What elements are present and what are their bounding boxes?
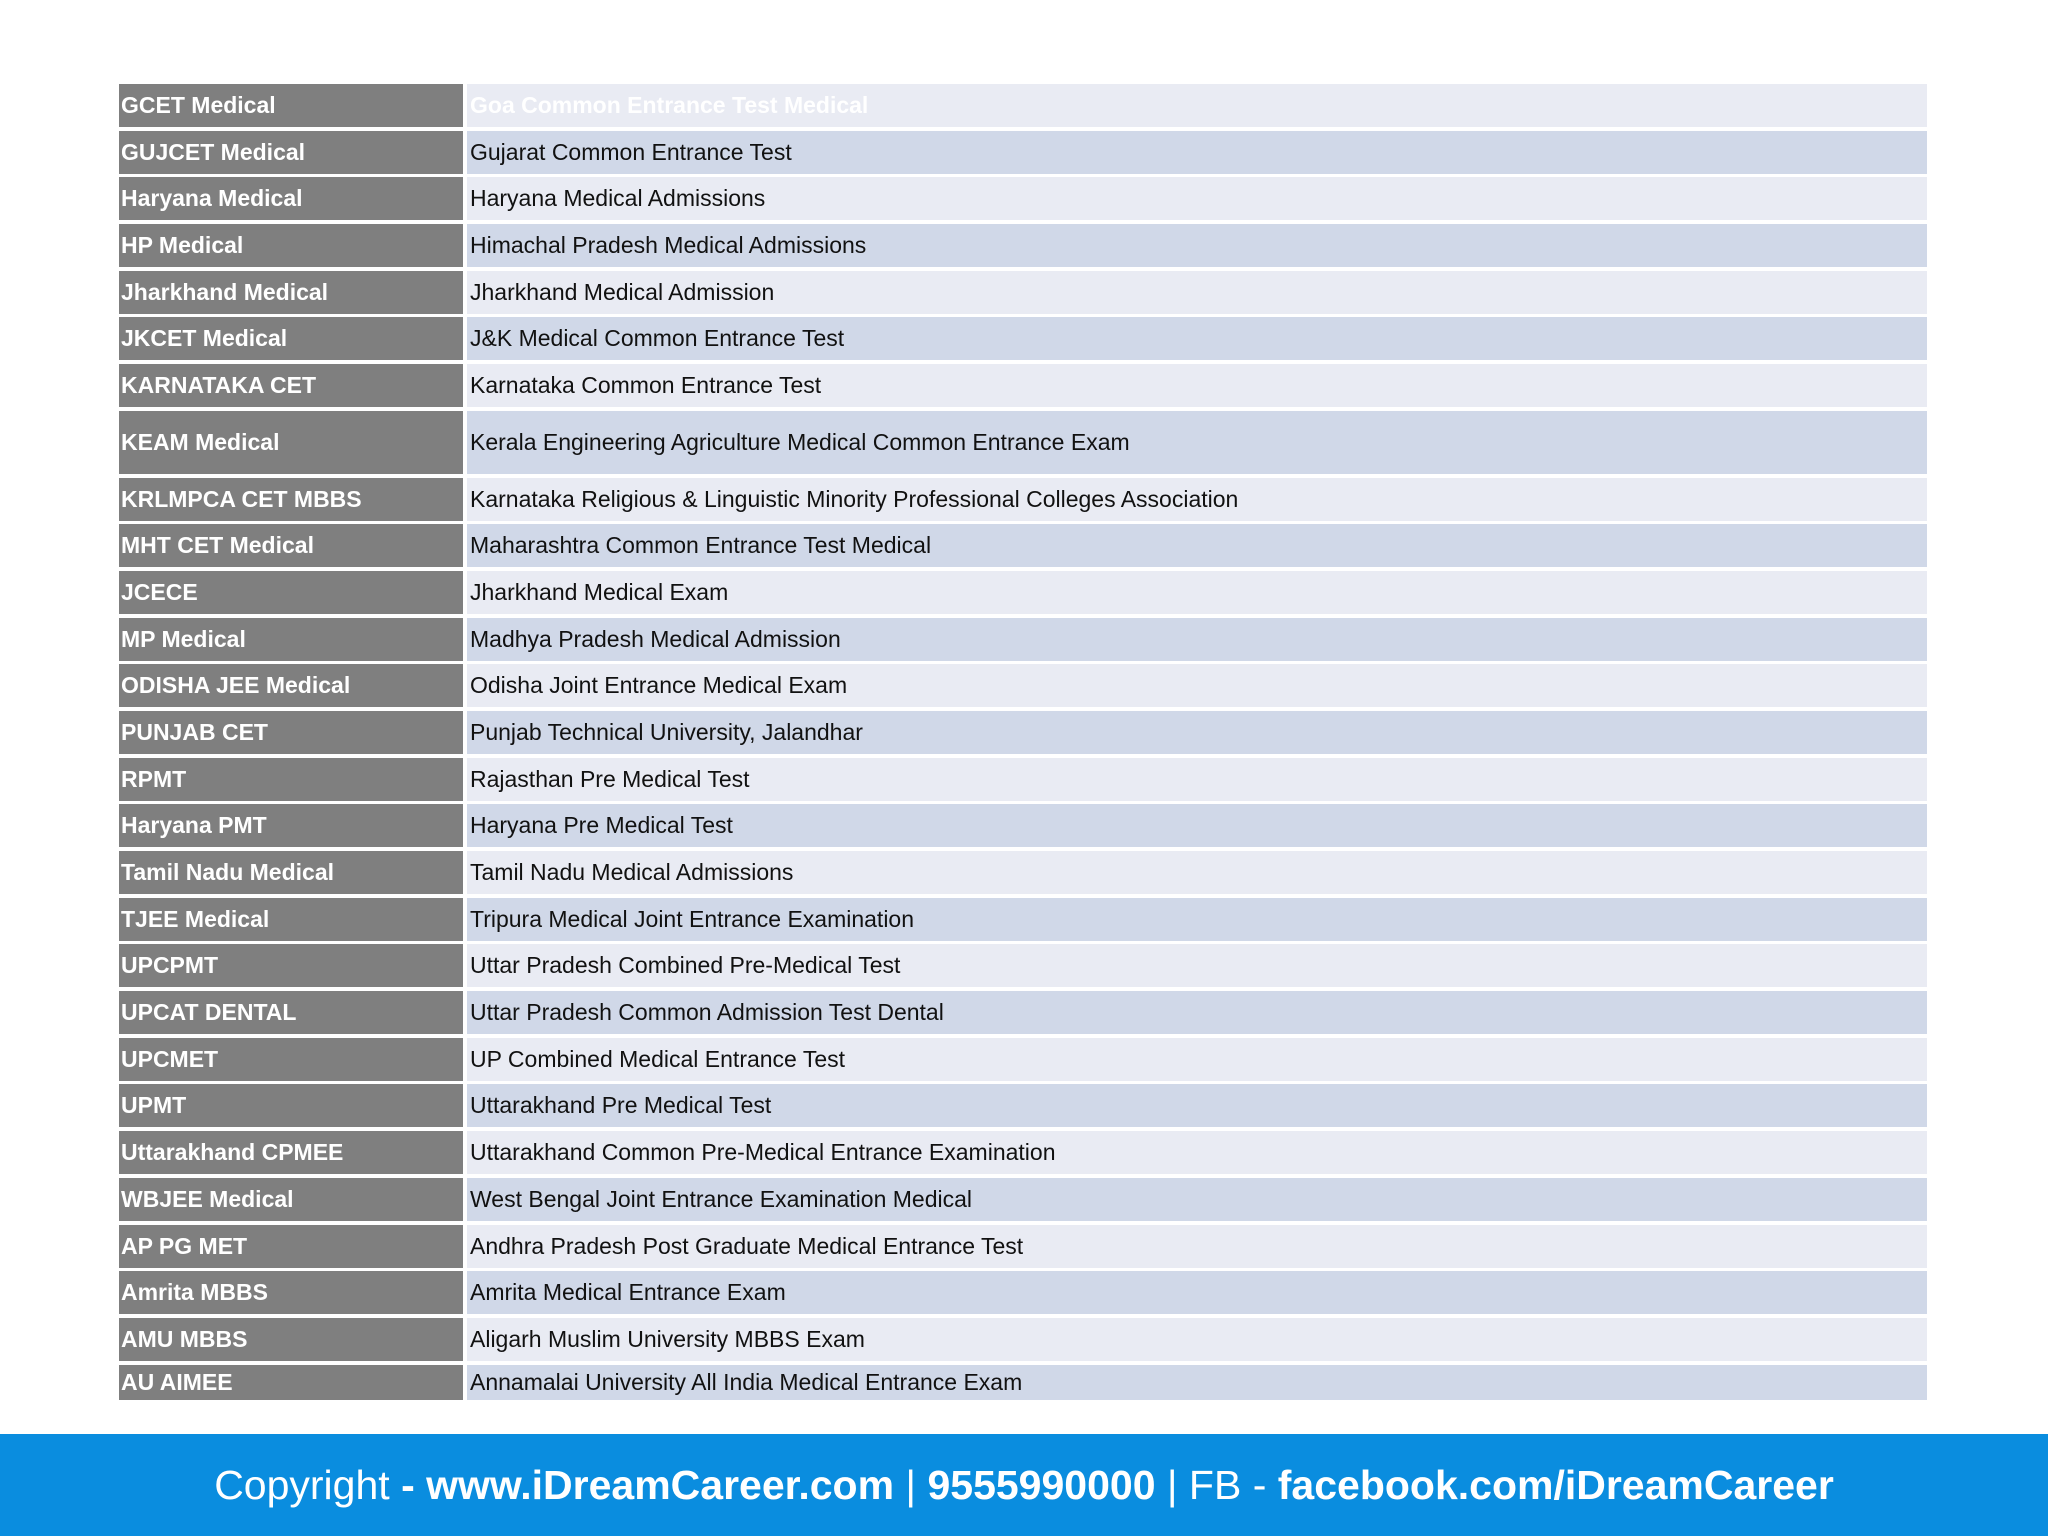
exam-name-cell: Odisha Joint Entrance Medical Exam xyxy=(467,664,1927,707)
table-row xyxy=(119,804,1927,847)
exam-name-cell: J&K Medical Common Entrance Test xyxy=(467,317,1927,360)
exam-code-cell: Haryana Medical xyxy=(119,177,463,220)
table-row xyxy=(119,224,1927,267)
footer-separator-pipe: | xyxy=(894,1461,928,1508)
exam-name-cell: Madhya Pradesh Medical Admission xyxy=(467,618,1927,661)
exam-code-cell: Tamil Nadu Medical xyxy=(119,851,463,894)
exam-name-cell: Andhra Pradesh Post Graduate Medical Entrance Test xyxy=(467,1225,1927,1268)
exam-name-cell: Haryana Pre Medical Test xyxy=(467,804,1927,847)
exam-code-cell: UPCPMT xyxy=(119,944,463,987)
exam-code-cell: AMU MBBS xyxy=(119,1318,463,1361)
exam-code-cell: GUJCET Medical xyxy=(119,131,463,174)
exam-name-cell: Rajasthan Pre Medical Test xyxy=(467,758,1927,801)
table-row xyxy=(119,317,1927,360)
exam-code-cell: KEAM Medical xyxy=(119,411,463,474)
exam-code-cell: Amrita MBBS xyxy=(119,1271,463,1314)
exam-code-cell: UPCMET xyxy=(119,1038,463,1081)
table-row xyxy=(119,571,1927,614)
table-row xyxy=(119,711,1927,754)
exam-name-cell: Jharkhand Medical Admission xyxy=(467,271,1927,314)
footer-bar xyxy=(0,1434,2048,1536)
exam-code-cell: RPMT xyxy=(119,758,463,801)
table-row xyxy=(119,364,1927,407)
exam-name-cell: Maharashtra Common Entrance Test Medical xyxy=(467,524,1927,567)
exam-name-cell: Haryana Medical Admissions xyxy=(467,177,1927,220)
exam-code-cell: AU AIMEE xyxy=(119,1365,463,1400)
table-row xyxy=(119,84,1927,127)
exam-code-cell: HP Medical xyxy=(119,224,463,267)
exam-code-cell: MP Medical xyxy=(119,618,463,661)
table-row xyxy=(119,898,1927,941)
exam-code-cell: UPMT xyxy=(119,1084,463,1127)
exam-code-cell: PUNJAB CET xyxy=(119,711,463,754)
table-row xyxy=(119,478,1927,521)
table-row xyxy=(119,944,1927,987)
table-row xyxy=(119,758,1927,801)
table-row xyxy=(119,851,1927,894)
exam-name-cell: Tripura Medical Joint Entrance Examination xyxy=(467,898,1927,941)
table-row xyxy=(119,131,1927,174)
exam-code-cell: Jharkhand Medical xyxy=(119,271,463,314)
exam-name-cell: Jharkhand Medical Exam xyxy=(467,571,1927,614)
table-row xyxy=(119,271,1927,314)
exam-code-cell: WBJEE Medical xyxy=(119,1178,463,1221)
table-row xyxy=(119,411,1927,474)
table-row xyxy=(119,1365,1927,1400)
exam-code-cell: MHT CET Medical xyxy=(119,524,463,567)
exam-name-cell: Uttarakhand Common Pre-Medical Entrance Examination xyxy=(467,1131,1927,1174)
footer-separator-dash: - xyxy=(389,1461,427,1508)
exam-code-cell: ODISHA JEE Medical xyxy=(119,664,463,707)
exam-name-cell: Tamil Nadu Medical Admissions xyxy=(467,851,1927,894)
footer-phone-number: 9555990000 xyxy=(927,1461,1156,1508)
exam-name-cell: Kerala Engineering Agriculture Medical Common Entrance Exam xyxy=(467,411,1927,474)
table-row xyxy=(119,177,1927,220)
exam-code-cell: KARNATAKA CET xyxy=(119,364,463,407)
table-row xyxy=(119,1225,1927,1268)
table-row xyxy=(119,1178,1927,1221)
exam-name-cell: Annamalai University All India Medical Entrance Exam xyxy=(467,1365,1927,1400)
footer-facebook-link[interactable]: facebook.com/iDreamCareer xyxy=(1277,1461,1834,1508)
exam-name-cell: West Bengal Joint Entrance Examination Medical xyxy=(467,1178,1927,1221)
exam-name-cell: Aligarh Muslim University MBBS Exam xyxy=(467,1318,1927,1361)
table-row xyxy=(119,618,1927,661)
table-row xyxy=(119,991,1927,1034)
exam-table xyxy=(119,84,1927,1400)
footer-website-link[interactable]: www.iDreamCareer.com xyxy=(426,1461,895,1508)
exam-name-cell: UP Combined Medical Entrance Test xyxy=(467,1038,1927,1081)
exam-name-cell: Karnataka Religious & Linguistic Minority Professional Colleges Association xyxy=(467,478,1927,521)
exam-code-cell: TJEE Medical xyxy=(119,898,463,941)
table-row xyxy=(119,664,1927,707)
exam-code-cell: JKCET Medical xyxy=(119,317,463,360)
exam-name-cell: Goa Common Entrance Test Medical xyxy=(467,84,1927,127)
table-row xyxy=(119,1271,1927,1314)
exam-name-cell: Karnataka Common Entrance Test xyxy=(467,364,1927,407)
table-row xyxy=(119,1131,1927,1174)
table-row xyxy=(119,524,1927,567)
exam-code-cell: UPCAT DENTAL xyxy=(119,991,463,1034)
exam-code-cell: GCET Medical xyxy=(119,84,463,127)
exam-code-cell: KRLMPCA CET MBBS xyxy=(119,478,463,521)
exam-name-cell: Amrita Medical Entrance Exam xyxy=(467,1271,1927,1314)
footer-separator-fb: | FB - xyxy=(1155,1461,1278,1508)
table-row xyxy=(119,1084,1927,1127)
footer-copyright-label: Copyright xyxy=(214,1461,390,1508)
exam-code-cell: Uttarakhand CPMEE xyxy=(119,1131,463,1174)
exam-name-cell: Uttarakhand Pre Medical Test xyxy=(467,1084,1927,1127)
exam-name-cell: Uttar Pradesh Common Admission Test Dental xyxy=(467,991,1927,1034)
exam-code-cell: JCECE xyxy=(119,571,463,614)
exam-code-cell: Haryana PMT xyxy=(119,804,463,847)
exam-name-cell: Himachal Pradesh Medical Admissions xyxy=(467,224,1927,267)
exam-code-cell: AP PG MET xyxy=(119,1225,463,1268)
exam-name-cell: Punjab Technical University, Jalandhar xyxy=(467,711,1927,754)
exam-name-cell: Gujarat Common Entrance Test xyxy=(467,131,1927,174)
exam-name-cell: Uttar Pradesh Combined Pre-Medical Test xyxy=(467,944,1927,987)
table-row xyxy=(119,1038,1927,1081)
table-row xyxy=(119,1318,1927,1361)
